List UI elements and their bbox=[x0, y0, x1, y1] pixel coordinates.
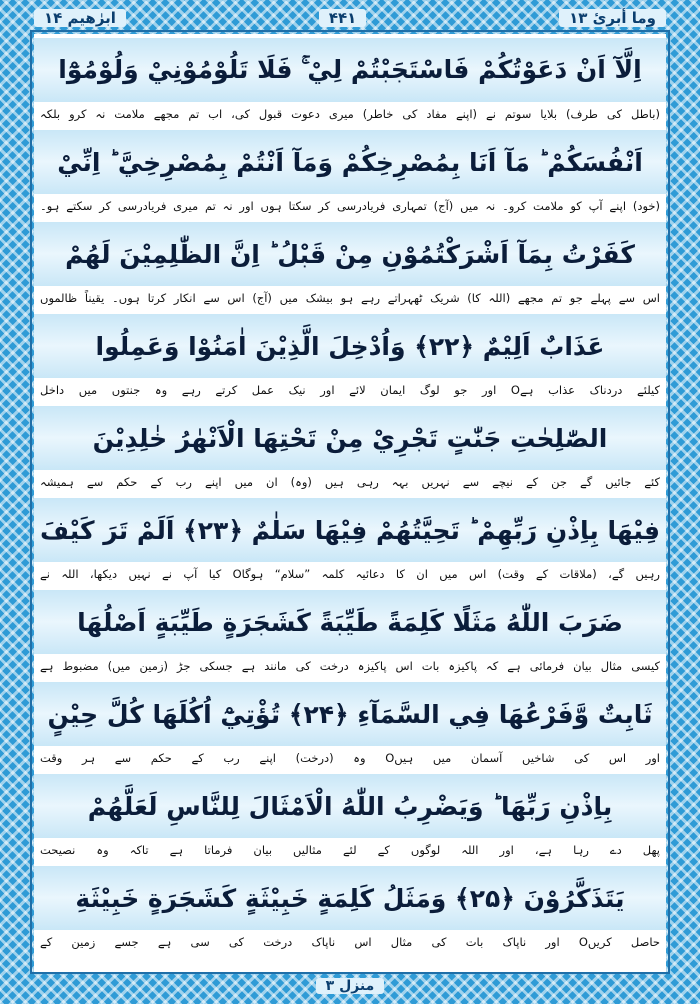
urdu-translation: کیسی مثال بیان فرمائی ہے کہ پاکیزہ بات اس پاکیزہ درخت کی مانند ہے جسکی جڑ (زمین میں) مضبوط ہے bbox=[34, 654, 666, 678]
arabic-line: عَذَابٌ اَلِيْمٌ ﴿٢٢﴾ وَاُدْخِلَ الَّذِيْنَ اٰمَنُوْا وَعَمِلُوا bbox=[34, 314, 666, 378]
arabic-line: يَتَذَكَّرُوْنَ ﴿٢۵﴾ وَمَثَلُ كَلِمَةٍ خَبِيْثَةٍ كَشَجَرَةٍ خَبِيْثَةِ bbox=[34, 866, 666, 930]
urdu-translation: پھل دے رہا ہے، اور اللہ لوگوں کے لئے مثالیں بیان فرماتا ہے تاکہ وہ نصیحت bbox=[34, 838, 666, 862]
arabic-line: ضَرَبَ اللّٰهُ مَثَلًا كَلِمَةً طَيِّبَةً كَشَجَرَةٍ طَيِّبَةٍ اَصْلُهَا bbox=[34, 590, 666, 654]
arabic-line: ثَابِتٌ وَّفَرْعُهَا فِي السَّمَآءِ ﴿٢۴﴾ تُؤْتِيْٓ اُكُلَهَا كُلَّ حِيْنٍ bbox=[34, 682, 666, 746]
arabic-line: كَفَرْتُ بِمَآ اَشْرَكْتُمُوْنِ مِنْ قَبْلُ ؕ اِنَّ الظّٰلِمِيْنَ لَهُمْ bbox=[34, 222, 666, 286]
urdu-translation: (باطل کی طرف) بلایا سوتم نے (اپنے مفاد کی خاطر) میری دعوت قبول کی، اب تم مجھے ملامت نہ کرو بلکہ bbox=[34, 102, 666, 126]
page-number: ۴۴۱ bbox=[319, 9, 366, 27]
arabic-line: اِلَّآ اَنْ دَعَوْتُكُمْ فَاسْتَجَبْتُمْ لِيْ ۚ فَلَا تَلُوْمُوْنِيْ وَلُوْمُوْٓا bbox=[34, 38, 666, 102]
urdu-translation: کیلئے دردناک عذاب ہےO اور جو لوگ ایمان لائے اور نیک عمل کرتے رہے وہ جنتوں میں داخل bbox=[34, 378, 666, 402]
arabic-line: بِاِذْنِ رَبِّهَا ؕ وَيَضْرِبُ اللّٰهُ الْاَمْثَالَ لِلنَّاسِ لَعَلَّهُمْ bbox=[34, 774, 666, 838]
arabic-line: اَنْفُسَكُمْ ؕ مَآ اَنَا بِمُصْرِخِكُمْ وَمَآ اَنْتُمْ بِمُصْرِخِيَّ ؕ اِنِّيْ bbox=[34, 130, 666, 194]
surah-label: ابرٰھیم ١۴ bbox=[34, 9, 126, 27]
arabic-line: الصّٰلِحٰتِ جَنّٰتٍ تَجْرِيْ مِنْ تَحْتِهَا الْاَنْهٰرُ خٰلِدِيْنَ bbox=[34, 406, 666, 470]
urdu-translation: اور اس کی شاخیں آسمان میں ہیںO وہ (درخت) اپنے رب کے حکم سے ہر وقت bbox=[34, 746, 666, 770]
urdu-translation: اس سے پہلے جو تم مجھے (اللہ کا) شریک ٹھہراتے رہے ہو بیشک میں (آج) اس سے انکار کرتا ہوں۔ یقیناً ظالموں bbox=[34, 286, 666, 310]
manzil-label: منزل ٣ bbox=[316, 978, 385, 994]
urdu-translation: کئے جائیں گے جن کے نیچے سے نہریں بہہ رہی ہیں (وہ) ان میں اپنے رب کے حکم سے ہمیشہ bbox=[34, 470, 666, 494]
arabic-line: فِيْهَا بِاِذْنِ رَبِّهِمْ ؕ تَحِيَّتُهُمْ فِيْهَا سَلٰمٌ ﴿٢٣﴾ اَلَمْ تَرَ كَيْفَ bbox=[34, 498, 666, 562]
urdu-translation: (خود) اپنے آپ کو ملامت کرو۔ نہ میں (آج) تمہاری فریادرسی کر سکتا ہوں اور نہ تم میری فریادرسی کر سکتے ہو۔ bbox=[34, 194, 666, 218]
juz-label: وما أبرىٔ ١٣ bbox=[559, 9, 666, 27]
page-footer bbox=[0, 978, 700, 994]
page-header bbox=[34, 6, 666, 30]
urdu-translation: حاصل کریںO اور ناپاک بات کی مثال اس ناپاک درخت کی سی ہے جسے زمین کے bbox=[34, 930, 666, 954]
urdu-translation: رہیں گے، (ملاقات کے وقت) اس میں ان کا دعائیہ کلمہ ”سلام“ ہوگاO کیا آپ نے نہیں دیکھا، اللہ نے bbox=[34, 562, 666, 586]
page-content bbox=[34, 34, 666, 972]
